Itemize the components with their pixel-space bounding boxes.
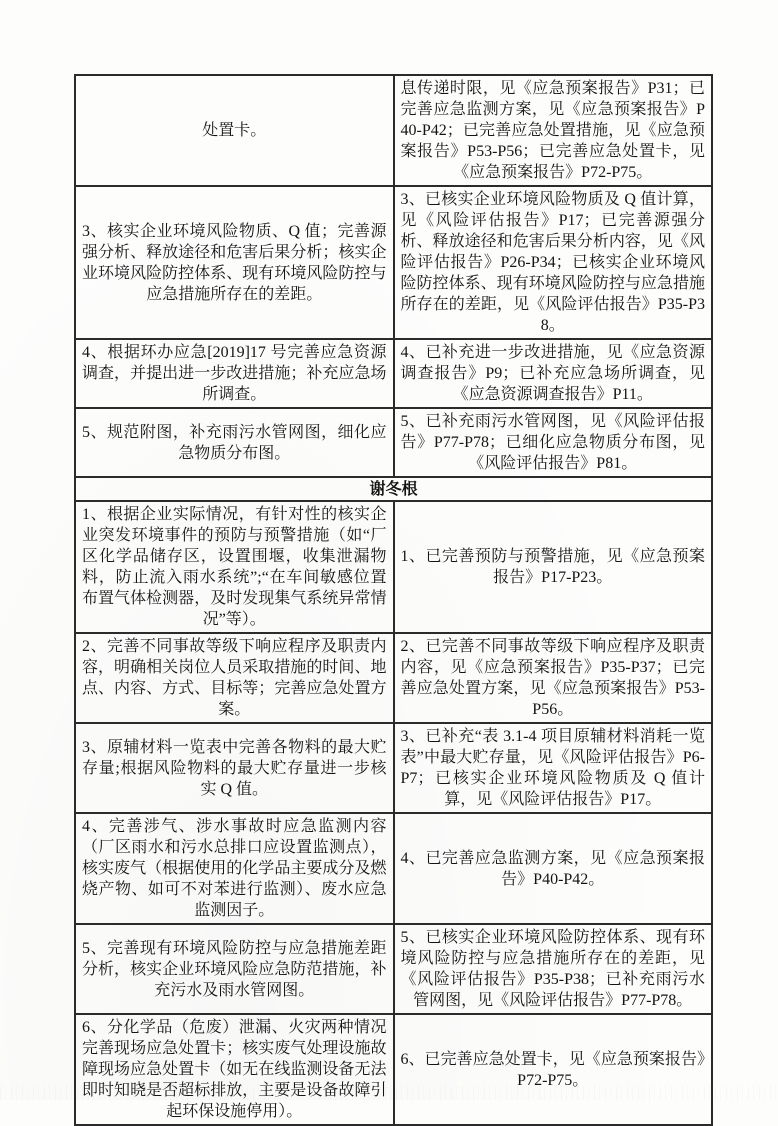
comment-cell: 3、原辅材料一览表中完善各物料的最大贮存量;根据风险物料的最大贮存量进一步核实 Q 值。 <box>75 723 394 813</box>
review-comments-table <box>74 74 713 1126</box>
comment-cell: 2、完善不同事故等级下响应程序及职责内容，明确相关岗位人员采取措施的时间、地点、内容、方式、目标等；完善应急处置方案。 <box>75 633 394 723</box>
table-row <box>75 1014 712 1125</box>
comment-cell: 5、规范附图，补充雨污水管网图，细化应急物质分布图。 <box>75 408 394 477</box>
comment-cell: 4、完善涉气、涉水事故时应急监测内容（厂区雨水和污水总排口应设置监测点），核实废气（根据使用的化学品主要成分及燃烧产物、如可不对苯进行监测）、废水应急监测因子。 <box>75 813 394 924</box>
scan-noise-band <box>0 1086 778 1100</box>
table-row <box>75 723 712 813</box>
comment-cell: 1、根据企业实际情况，有针对性的核实企业突发环境事件的预防与预警措施（如“厂区化学品储存区，设置围堰，收集泄漏物料，防止流入雨水系统”;“在车间敏感位置布置气体检测器，及时发现集气系统异常情况”等）。 <box>75 501 394 633</box>
response-cell: 5、已补充雨污水管网图，见《风险评估报告》P77-P78；已细化应急物质分布图，见《风险评估报告》P81。 <box>394 408 713 477</box>
comment-cell: 6、分化学品（危废）泄漏、火灾两种情况完善现场应急处置卡；核实废气处理设施故障现场应急处置卡（如无在线监测设备无法即时知晓是否超标排放，主要是设备故障引起环保设施停用）。 <box>75 1014 394 1125</box>
reviewer-name-header: 谢冬根 <box>75 477 712 501</box>
comment-cell: 5、完善现有环境风险防控与应急措施差距分析，核实企业环境风险应急防范措施，补充污水及雨水管网图。 <box>75 924 394 1014</box>
comment-cell: 4、根据环办应急[2019]17 号完善应急资源调查，并提出进一步改进措施；补充应急场所调查。 <box>75 339 394 408</box>
response-cell: 2、已完善不同事故等级下响应程序及职责内容，见《应急预案报告》P35-P37；已完善应急处置方案，见《应急预案报告》P53-P56。 <box>394 633 713 723</box>
table-row <box>75 75 712 186</box>
table-row <box>75 501 712 633</box>
table-row <box>75 339 712 408</box>
response-cell: 5、已核实企业环境风险防控体系、现有环境风险防控与应急措施所存在的差距，见《风险评估报告》P35-P38；已补充雨污水管网图，见《风险评估报告》P77-P78。 <box>394 924 713 1014</box>
table-row <box>75 633 712 723</box>
table-row <box>75 408 712 477</box>
table-row <box>75 924 712 1014</box>
response-cell: 4、已完善应急监测方案，见《应急预案报告》P40-P42。 <box>394 813 713 924</box>
response-cell: 息传递时限，见《应急预案报告》P31；已完善应急监测方案，见《应急预案报告》P40-P42；已完善应急处置措施，见《应急预案报告》P53-P56；已完善应急处置卡，见《应急预案报告》P72-P75。 <box>394 75 713 186</box>
response-cell: 3、已核实企业环境风险物质及 Q 值计算，见《风险评估报告》P17；已完善源强分析、释放途径和危害后果分析内容，见《风险评估报告》P26-P34；已核实企业环境风险防控体系、现有环境风险防控与应急措施所存在的差距，见《风险评估报告》P35-P38。 <box>394 186 713 339</box>
table-row <box>75 813 712 924</box>
response-cell: 4、已补充进一步改进措施，见《应急资源调查报告》P9；已补充应急场所调查，见《应急资源调查报告》P11。 <box>394 339 713 408</box>
table-row <box>75 477 712 501</box>
response-cell: 6、已完善应急处置卡，见《应急预案报告》P72-P75。 <box>394 1014 713 1125</box>
response-cell: 1、已完善预防与预警措施，见《应急预案报告》P17-P23。 <box>394 501 713 633</box>
response-cell: 3、已补充“表 3.1-4 项目原辅材料消耗一览表”中最大贮存量，见《风险评估报告》P6-P7；已核实企业环境风险物质及 Q 值计算，见《风险评估报告》P17。 <box>394 723 713 813</box>
table-row <box>75 186 712 339</box>
comment-cell: 处置卡。 <box>75 75 394 186</box>
comment-cell: 3、核实企业环境风险物质、Q 值；完善源强分析、释放途径和危害后果分析；核实企业环境风险防控体系、现有环境风险防控与应急措施所存在的差距。 <box>75 186 394 339</box>
